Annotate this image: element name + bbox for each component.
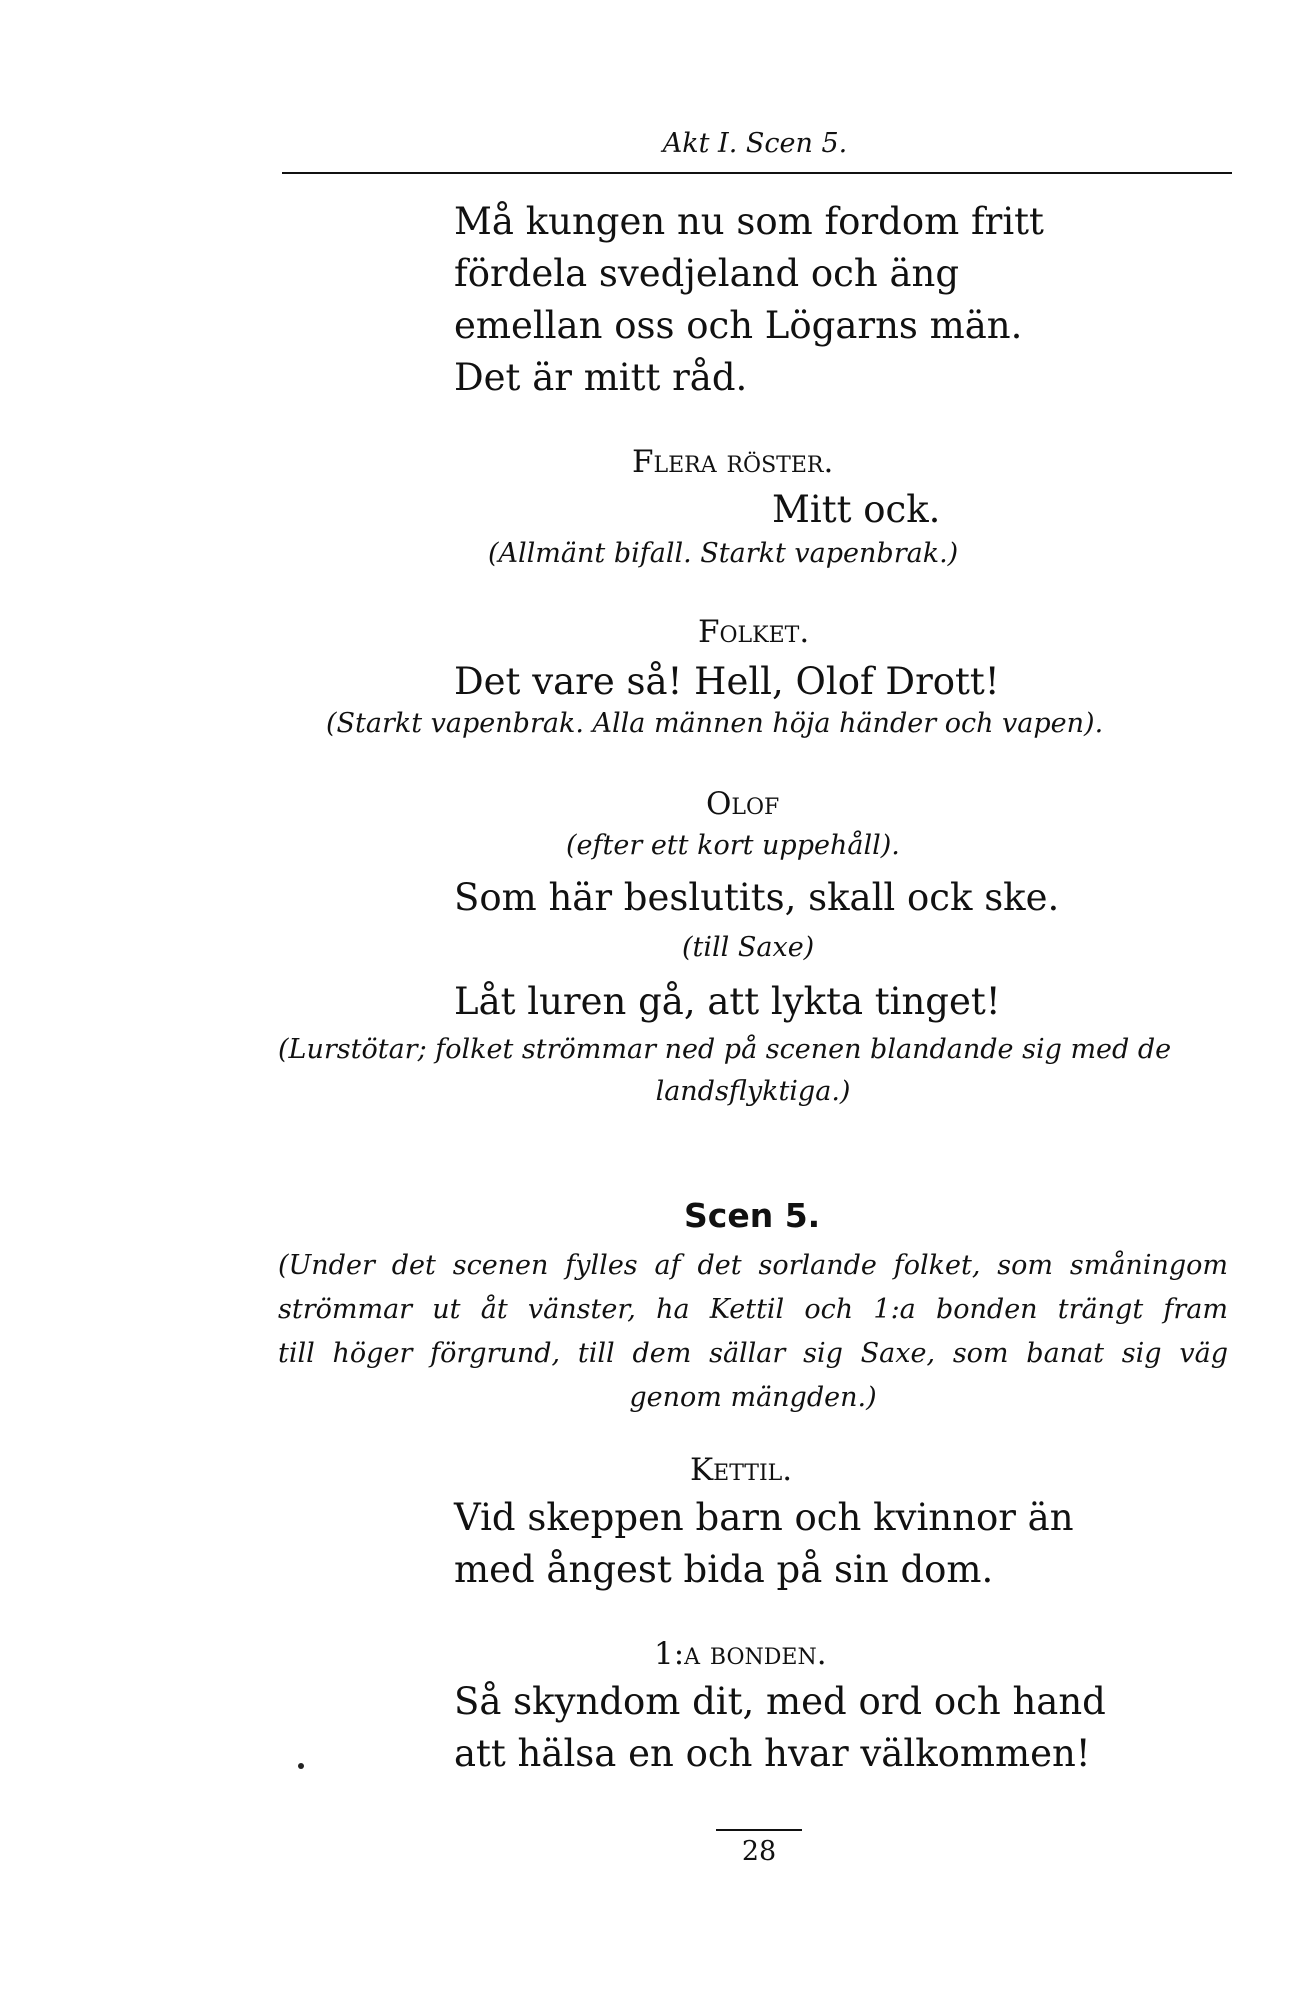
speaker-folket: Folket. bbox=[698, 614, 810, 650]
verse-line: fördela svedjeland och äng bbox=[454, 252, 960, 295]
stanza-bonden bbox=[454, 1676, 1106, 1780]
verse-line: Så skyndom dit, med ord och hand bbox=[454, 1680, 1106, 1723]
stage-direction-lurstotar-line-1: (Lurstötar; folket strömmar ned på scenen blandande sig med de bbox=[278, 1034, 1172, 1065]
speaker-1a-bonden: 1:a bonden. bbox=[654, 1636, 827, 1672]
stage-direction-lurstotar-line-2: landsflyktiga.) bbox=[655, 1076, 851, 1107]
verse-line: emellan oss och Lögarns män. bbox=[454, 304, 1023, 347]
line-olof-1: Som här beslutits, skall ock ske. bbox=[454, 876, 1060, 919]
verse-line: Vid skeppen barn och kvinnor än bbox=[454, 1496, 1074, 1539]
stanza-kettil bbox=[454, 1492, 1074, 1596]
stage-direction-vapenbrak: (Starkt vapenbrak. Alla männen höja händer och vapen). bbox=[326, 708, 1104, 739]
stage-direction-uppehall: (efter ett kort uppehåll). bbox=[566, 830, 900, 861]
running-head: Akt I. Scen 5. bbox=[662, 128, 848, 159]
stage-line: till höger förgrund, till dem sällar sig Saxe, som banat sig väg bbox=[278, 1338, 1228, 1369]
print-speck bbox=[298, 1763, 304, 1769]
verse-line: med ångest bida på sin dom. bbox=[454, 1548, 994, 1591]
line-folket: Det vare så! Hell, Olof Drott! bbox=[454, 660, 1000, 703]
verse-line: Må kungen nu som fordom fritt bbox=[454, 200, 1044, 243]
stage-line: (Under det scenen fylles af det sorlande folket, som småningom bbox=[278, 1250, 1228, 1281]
line-olof-2: Låt luren gå, att lykta tinget! bbox=[454, 980, 1001, 1023]
speaker-kettil: Kettil. bbox=[690, 1452, 793, 1488]
page-number: 28 bbox=[741, 1836, 777, 1867]
footer-rule bbox=[716, 1829, 802, 1831]
stage-line: strömmar ut åt vänster, ha Kettil och 1:a bonden trängt fram bbox=[278, 1294, 1228, 1325]
stage-direction-till-saxe: (till Saxe) bbox=[682, 932, 815, 963]
line-mitt-ock: Mitt ock. bbox=[772, 488, 941, 531]
scene-title: Scen 5. bbox=[684, 1196, 821, 1235]
verse-line: Det är mitt råd. bbox=[454, 356, 748, 399]
speaker-olof: Olof bbox=[706, 786, 780, 822]
stage-direction-bifall: (Allmänt bifall. Starkt vapenbrak.) bbox=[488, 538, 959, 569]
verse-line: att hälsa en och hvar välkommen! bbox=[454, 1732, 1091, 1775]
stage-line: genom mängden.) bbox=[629, 1382, 877, 1413]
stage-direction-scene-5 bbox=[278, 1244, 1228, 1420]
stanza-1 bbox=[454, 196, 1044, 404]
header-rule bbox=[282, 172, 1232, 174]
speaker-flera-roster: Flera röster. bbox=[632, 444, 834, 480]
